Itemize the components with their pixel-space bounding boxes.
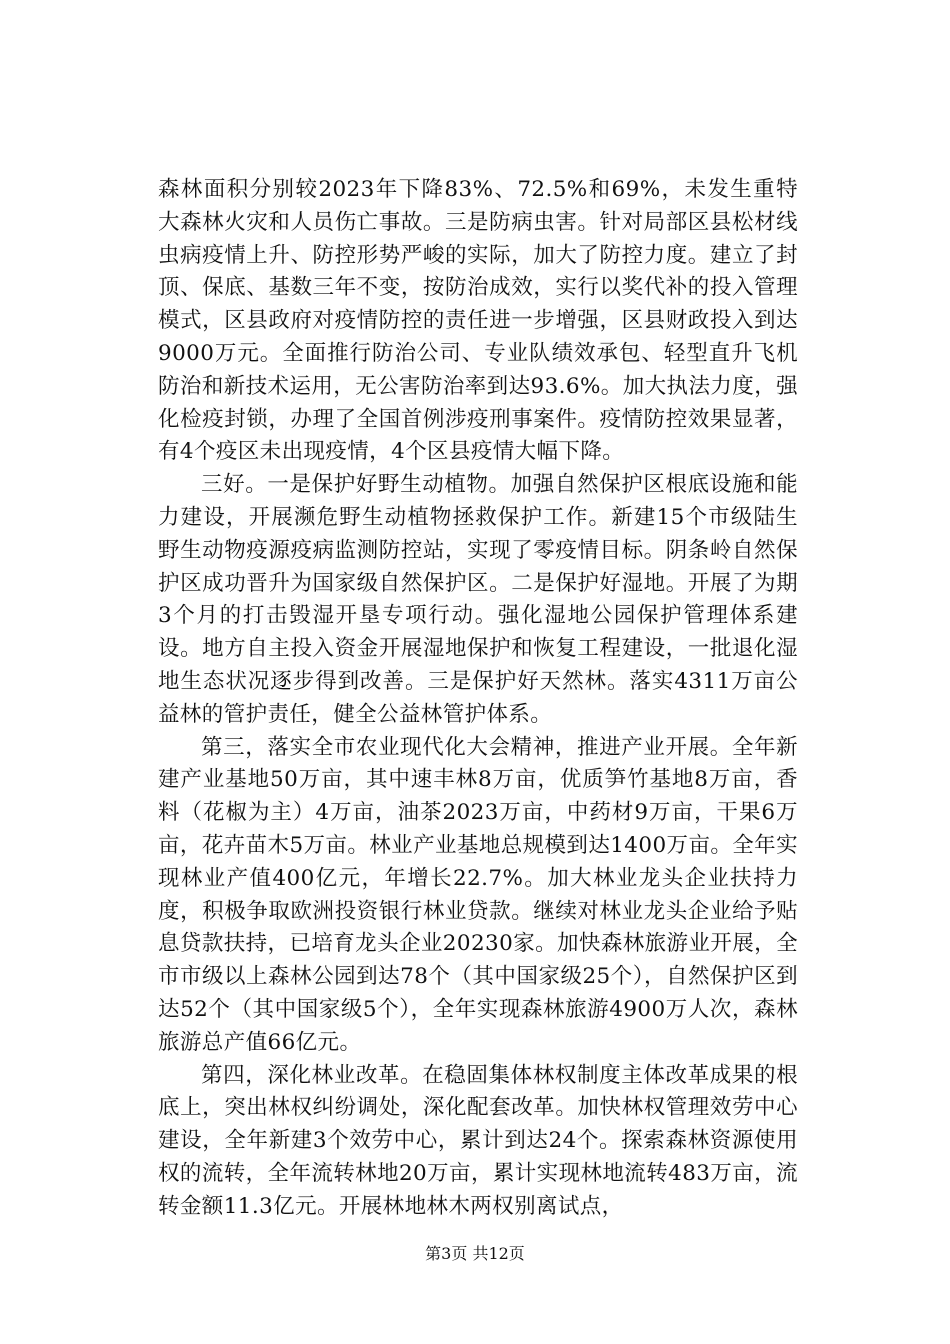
paragraph-industry-development: 第三，落实全市农业现代化大会精神，推进产业开展。全年新建产业基地50万亩，其中速丰林8万亩，优质笋竹基地8万亩，香料（花椒为主）4万亩，油茶2023万亩，中药材9万亩，干果6万亩，花卉苗木5万亩。林业产业基地总规模到达1400万亩。全年实现林业产值400亿元，年增长22.7%。加大林业龙头企业扶持力度，积极争取欧洲投资银行林业贷款。继续对林业龙头企业给予贴息贷款扶持，已培育龙头企业20230家。加快森林旅游业开展，全市市级以上森林公园到达78个（其中国家级25个），自然保护区到达52个（其中国家级5个），全年实现森林旅游4900万人次，森林旅游总产值66亿元。 [158, 734, 798, 1055]
page-footer: 第3页 共12页 [425, 1244, 525, 1263]
paragraph-forestry-reform: 第四，深化林业改革。在稳固集体林权制度主体改革成果的根底上，突出林权纠纷调处，深化配套改革。加快林权管理效劳中心建设，全年新建3个效劳中心，累计到达24个。探索森林资源使用权的流转，全年流转林地20万亩，累计实现林地流转483万亩，流转金额11.3亿元。开展林地林木两权别离试点， [158, 1062, 798, 1219]
document-body [158, 174, 798, 1224]
paragraph-continued: 森林面积分别较2023年下降83%、72.5%和69%，未发生重特大森林火灾和人员伤亡事故。三是防病虫害。针对局部区县松材线虫病疫情上升、防控形势严峻的实际，加大了防控力度。建立了封顶、保底、基数三年不变，按防治成效，实行以奖代补的投入管理模式，区县政府对疫情防控的责任进一步增强，区县财政投入到达9000万元。全面推行防治公司、专业队绩效承包、轻型直升飞机防治和新技术运用，无公害防治率到达93.6%。加大执法力度，强化检疫封锁，办理了全国首例涉疫刑事案件。疫情防控效果显著，有4个疫区未出现疫情，4个区县疫情大幅下降。 [158, 177, 798, 465]
paragraph-three-protections: 三好。一是保护好野生动植物。加强自然保护区根底设施和能力建设，开展濒危野生动植物拯救保护工作。新建15个市级陆生野生动物疫源疫病监测防控站，实现了零疫情目标。阴条岭自然保护区成功晋升为国家级自然保护区。二是保护好湿地。开展了为期3个月的打击毁湿开垦专项行动。强化湿地公园保护管理体系建设。地方自主投入资金开展湿地保护和恢复工程建设，一批退化湿地生态状况逐步得到改善。三是保护好天然林。落实4311万亩公益林的管护责任，健全公益林管护体系。 [158, 472, 798, 727]
